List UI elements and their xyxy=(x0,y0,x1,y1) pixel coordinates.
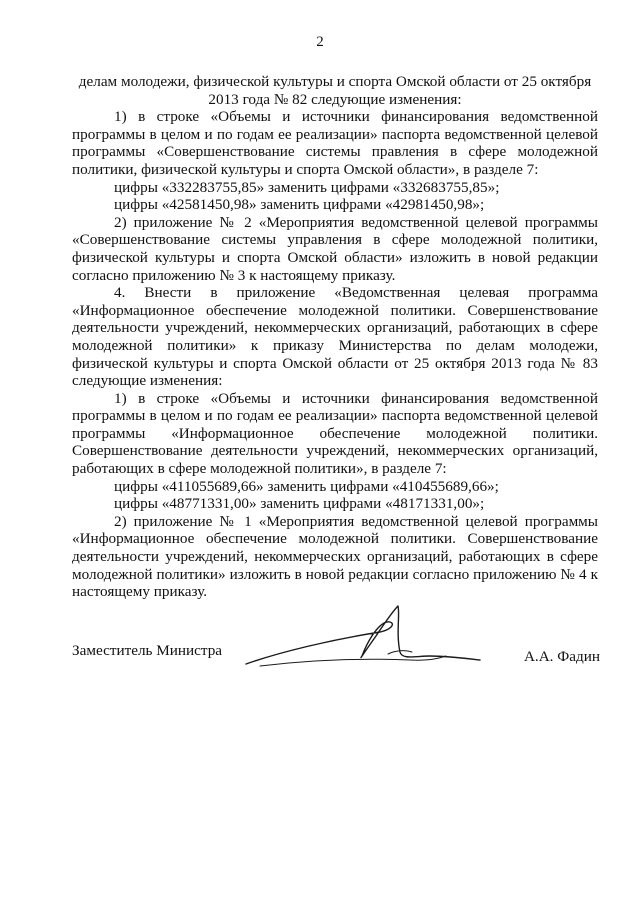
signatory-role: Заместитель Министра xyxy=(72,642,223,659)
paragraph-continuation-line-1: делам молодежи, физической культуры и спорта Омской области от 25 октября xyxy=(78,73,592,90)
paragraph-continuation-line-2: 2013 года № 82 следующие изменения: xyxy=(208,90,462,108)
paragraph-figures-2: цифры «42581450,98» заменить цифрами «42981450,98»; xyxy=(114,196,485,214)
paragraph-item-1-objects-sources: 1) в строке «Объемы и источники финансирования ведомственной программы в целом и по годам ее реализации» паспорта ведомственной целевой программы «Совершенствование системы правления в сфере молодежной политики, физической культуры и спорта Омской области», в разделе 7: xyxy=(72,108,598,178)
signature-block xyxy=(72,600,600,680)
document-body xyxy=(72,73,598,601)
paragraph-figures-4: цифры «48771331,00» заменить цифрами «48171331,00»; xyxy=(114,495,485,513)
paragraph-section-4: 4. Внести в приложение «Ведомственная целевая программа «Информационное обеспечение молодежной политики. Совершенствование деятельности учреждений, некоммерческих организаций, работающих в сфере молодежной политики» к приказу Министерства по делам молодежи, физической культуры и спорта Омской области от 25 октября 2013 года № 83 следующие изменения: xyxy=(72,284,598,390)
paragraph-figures-3: цифры «411055689,66» заменить цифрами «410455689,66»; xyxy=(114,477,499,495)
paragraph-item-2-appendix: 2) приложение № 2 «Мероприятия ведомственной целевой программы «Совершенствование системы управления в сфере молодежной политики, физической культуры и спорта Омской области» изложить в новой редакции согласно приложению № 3 к настоящему приказу. xyxy=(72,213,598,284)
page-number: 2 xyxy=(316,34,324,50)
paragraph-figures-1: цифры «332283755,85» заменить цифрами «332683755,85»; xyxy=(114,178,500,196)
paragraph-item-1-objects-sources-b: 1) в строке «Объемы и источники финансирования ведомственной программы в целом и по годам ее реализации» паспорта ведомственной целевой программы «Информационное обеспечение молодежной политики. Совершенствование деятельности учреждений, некоммерческих организаций, работающих в сфере молодежной политики», в разделе 7: xyxy=(72,389,598,478)
handwritten-signature-icon xyxy=(240,600,500,672)
paragraph-item-2-appendix-b: 2) приложение № 1 «Мероприятия ведомственной целевой программы «Информационное обеспечение молодежной политики. Совершенствование деятельности учреждений, некоммерческих организаций, работающих в сфере молодежной политики» изложить в новой редакции согласно приложению № 4 к настоящему приказу. xyxy=(72,512,598,601)
signatory-name: А.А. Фадин xyxy=(523,648,600,665)
